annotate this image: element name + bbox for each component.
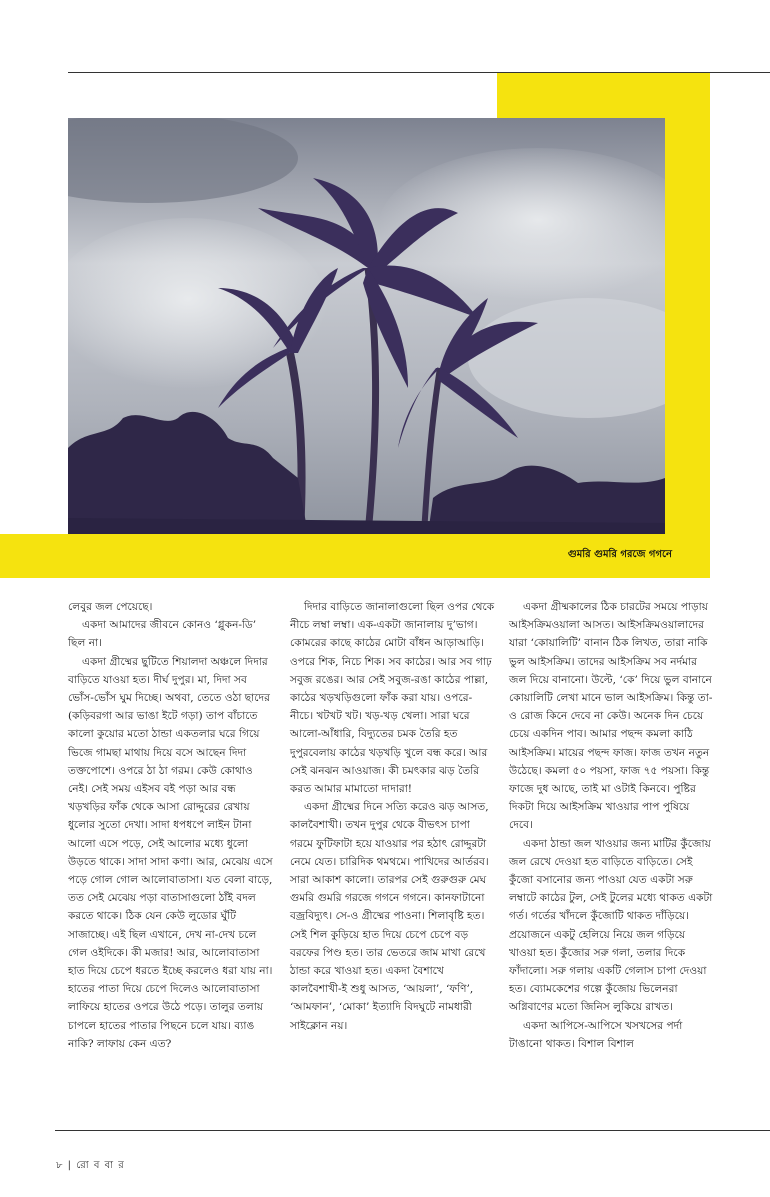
- yellow-accent-top: [497, 73, 710, 122]
- storm-palm-image: [68, 118, 665, 534]
- article-column-3: [509, 598, 714, 1053]
- paragraph: লেবুর জল পেয়েছে।: [68, 601, 153, 613]
- page-footer: ৮ | রো ব বা র: [56, 1160, 125, 1171]
- paragraph: একদা আমাদের জীবনে কোনও ‘গ্লুকন-ডি’ ছিল না।: [68, 619, 257, 650]
- photo-caption: গুমরি গুমরি গরজে গগনে: [567, 549, 672, 560]
- article-column-1: [68, 598, 273, 1053]
- paragraph: একদা গ্রীষ্মের দিনে সত্যি করেও ঝড় আসত, কালবৈশাখী। তখন দুপুর থেকে বীভৎস চাপা গরমে ফুটিফাটা হয়ে যাওয়ার পর হঠাৎ রোদ্দুরটা নেমে যেত। চারিদিক থমথমে। পাখিদের আর্তরব। সারা আকাশ কালো। তারপর সেই গুরুগুরু মেঘ গুমরি গুমরি গরজে গগনে গগনে। কানফাটানো বজ্রবিদ্যুৎ। সে-ও গ্রীষ্মের পাওনা। শিলাবৃষ্টি হত। সেই শিল কুড়িয়ে হাত দিয়ে চেপে চেপে বড় বরফের পিণ্ড হত। তার ভেতরে জাম মাখা রেখে ঠান্ডা করে খাওয়া হত। একদা বৈশাখে কালবৈশাখী-ই শুধু আসত, ‘আয়লা’, ‘ফণি’, ‘আমফান’, ‘মোকা’ ইত্যাদি বিদঘুটে নামধারী সাইক্লোন নয়।: [290, 801, 489, 1032]
- article-column-2: [290, 598, 495, 1035]
- storm-photo: [68, 118, 665, 534]
- paragraph: দিদার বাড়িতে জানালাগুলো ছিল ওপর থেকে নীচে লম্বা লম্বা। এক-একটা জানালায় দু’ভাগ। কোমরের কাছে কাঠের মোটা বাঁধন আড়াআড়ি। ওপরে শিক, নিচে শিক। সব কাঠের। আর সব গাঢ় সবুজ রঙের। আর সেই সবুজ-রঙা কাঠের পাল্লা, কাঠের খড়খড়িগুলো ফাঁক করা যায়। ওপরে-নীচে। খটখট খট। খড়-খড় খেলা। সারা ঘরে আলো-আঁধারি, বিদ্যুতের চমক তৈরি হত দুপুরবেলায় কাঠের খড়খড়ি খুলে বন্ধ করে। আর সেই ঝনঝন আওয়াজ। কী চমৎকার ঝড় তৈরি করত আমার মামাতো দাদারা!: [290, 601, 495, 796]
- yellow-accent-right: [665, 118, 710, 538]
- paragraph: একদা গ্রীষ্মকালের ঠিক চারটের সময়ে পাড়ায় আইসক্রিমওয়ালা আসত। আইসক্রিমওয়ালাদের যারা ‘কোয়ালিটি’ বানান ঠিক লিখত, তারা নাকি ভুল আইসক্রিম। তাদের আইসক্রিম সব নর্দমার জল দিয়ে বানানো। উল্টে, ‘কে’ দিয়ে ভুল বানানে কোয়ালিটি লেখা মানে ভাল আইসক্রিম। কিন্তু তা-ও রোজ কিনে দেবে না কেউ। অনেক দিন চেয়ে চেয়ে একদিন পাব। আমার পছন্দ কমলা কাঠি আইসক্রিম। মায়ের পছন্দ ফাজ। ফাজ তখন নতুন উঠেছে। কমলা ৫০ পয়সা, ফাজ ৭৫ পয়সা। কিন্তু ফাজে দুধ আছে, তাই মা ওটাই কিনবে। পুষ্টির দিকটা দিয়ে আইসক্রিম খাওয়ার পাপ পুষিয়ে দেবে।: [509, 601, 713, 832]
- paragraph: একদা আপিসে-আপিসে খসখসের পর্দা টাঙানো থাকত। বিশাল বিশাল: [509, 1019, 683, 1050]
- paragraph: একদা ঠান্ডা জল খাওয়ার জন্য মাটির কুঁজোয় জল রেখে দেওয়া হত বাড়িতে বাড়িতে। সেই কুঁজো বসানোর জন্য পাওয়া যেত একটা সরু লম্বাটে কাঠের টুল, সেই টুলের মধ্যে থাকত একটা গর্ত। গর্তের খাঁদলে কুঁজোটি থাকত দাঁড়িয়ে। প্রয়োজনে একটু হেলিয়ে নিয়ে জল গড়িয়ে খাওয়া হত। কুঁজোর সরু গলা, তলার দিকে ফাঁদালো। সরু গলায় একটি গেলাস চাপা দেওয়া হত। ব্যোমকেশের গল্পে কুঁজোয় ভিলেনরা অগ্নিবাণের মতো জিনিস লুকিয়ে রাখত।: [509, 837, 713, 1014]
- paragraph: একদা গ্রীষ্মের ছুটিতে শিয়ালদা অঞ্চলে দিদার বাড়িতে যাওয়া হত। দীর্ঘ দুপুর। মা, দিদা সব ভোঁস-ভোঁস ঘুম দিচ্ছে। অথবা, তেতে ওঠা ছাদের (কড়িবরগা আর ভাঙা ইটে গড়া) তাপ বাঁচাতে কালো কুয়োর মতো ঠান্ডা একতলার ঘরে গিয়ে ভিজে গামছা মাথায় দিয়ে বসে আছেন দিদা তক্তপোশে। ওপরে ঠা ঠা গরম। কেউ কোথাও নেই। সেই সময় এইসব বই পড়া আর বন্ধ খড়খড়ির ফাঁক থেকে আসা রোদ্দুরের রেখায় ধুলোর সুতো দেখা। সাদা ধপধপে লাইন টানা আলো এসে পড়ে, সেই আলোর মধ্যে ধুলো উড়তে থাকে। সাদা সাদা কণা। আর, মেঝেয় এসে পড়ে গোল গোল আলোবাতাসা। যত বেলা বাড়ে, তত সেই মেঝেয় পড়া বাতাসাগুলো ঠাঁই বদল করতে থাকে। ঠিক যেন কেউ লুডোর ঘুঁটি সাজাচ্ছে। এই ছিল এখানে, দেখ না-দেখ চলে গেল ওইদিকে। কী মজার! আর, আলোবাতাসা হাত দিয়ে চেপে ধরতে ইচ্ছে করলেও ধরা যায় না। হাতের পাতা দিয়ে চেপে দিলেও আলোবাতাসা লাফিয়ে হাতের ওপরে উঠে পড়ে। তালুর তলায় চাপলে হাতের পাতার পিছনে চলে যায়। ব্যাঙ নাকি? লাফায় কেন এত?: [68, 655, 273, 1050]
- bottom-rule: [55, 1130, 770, 1131]
